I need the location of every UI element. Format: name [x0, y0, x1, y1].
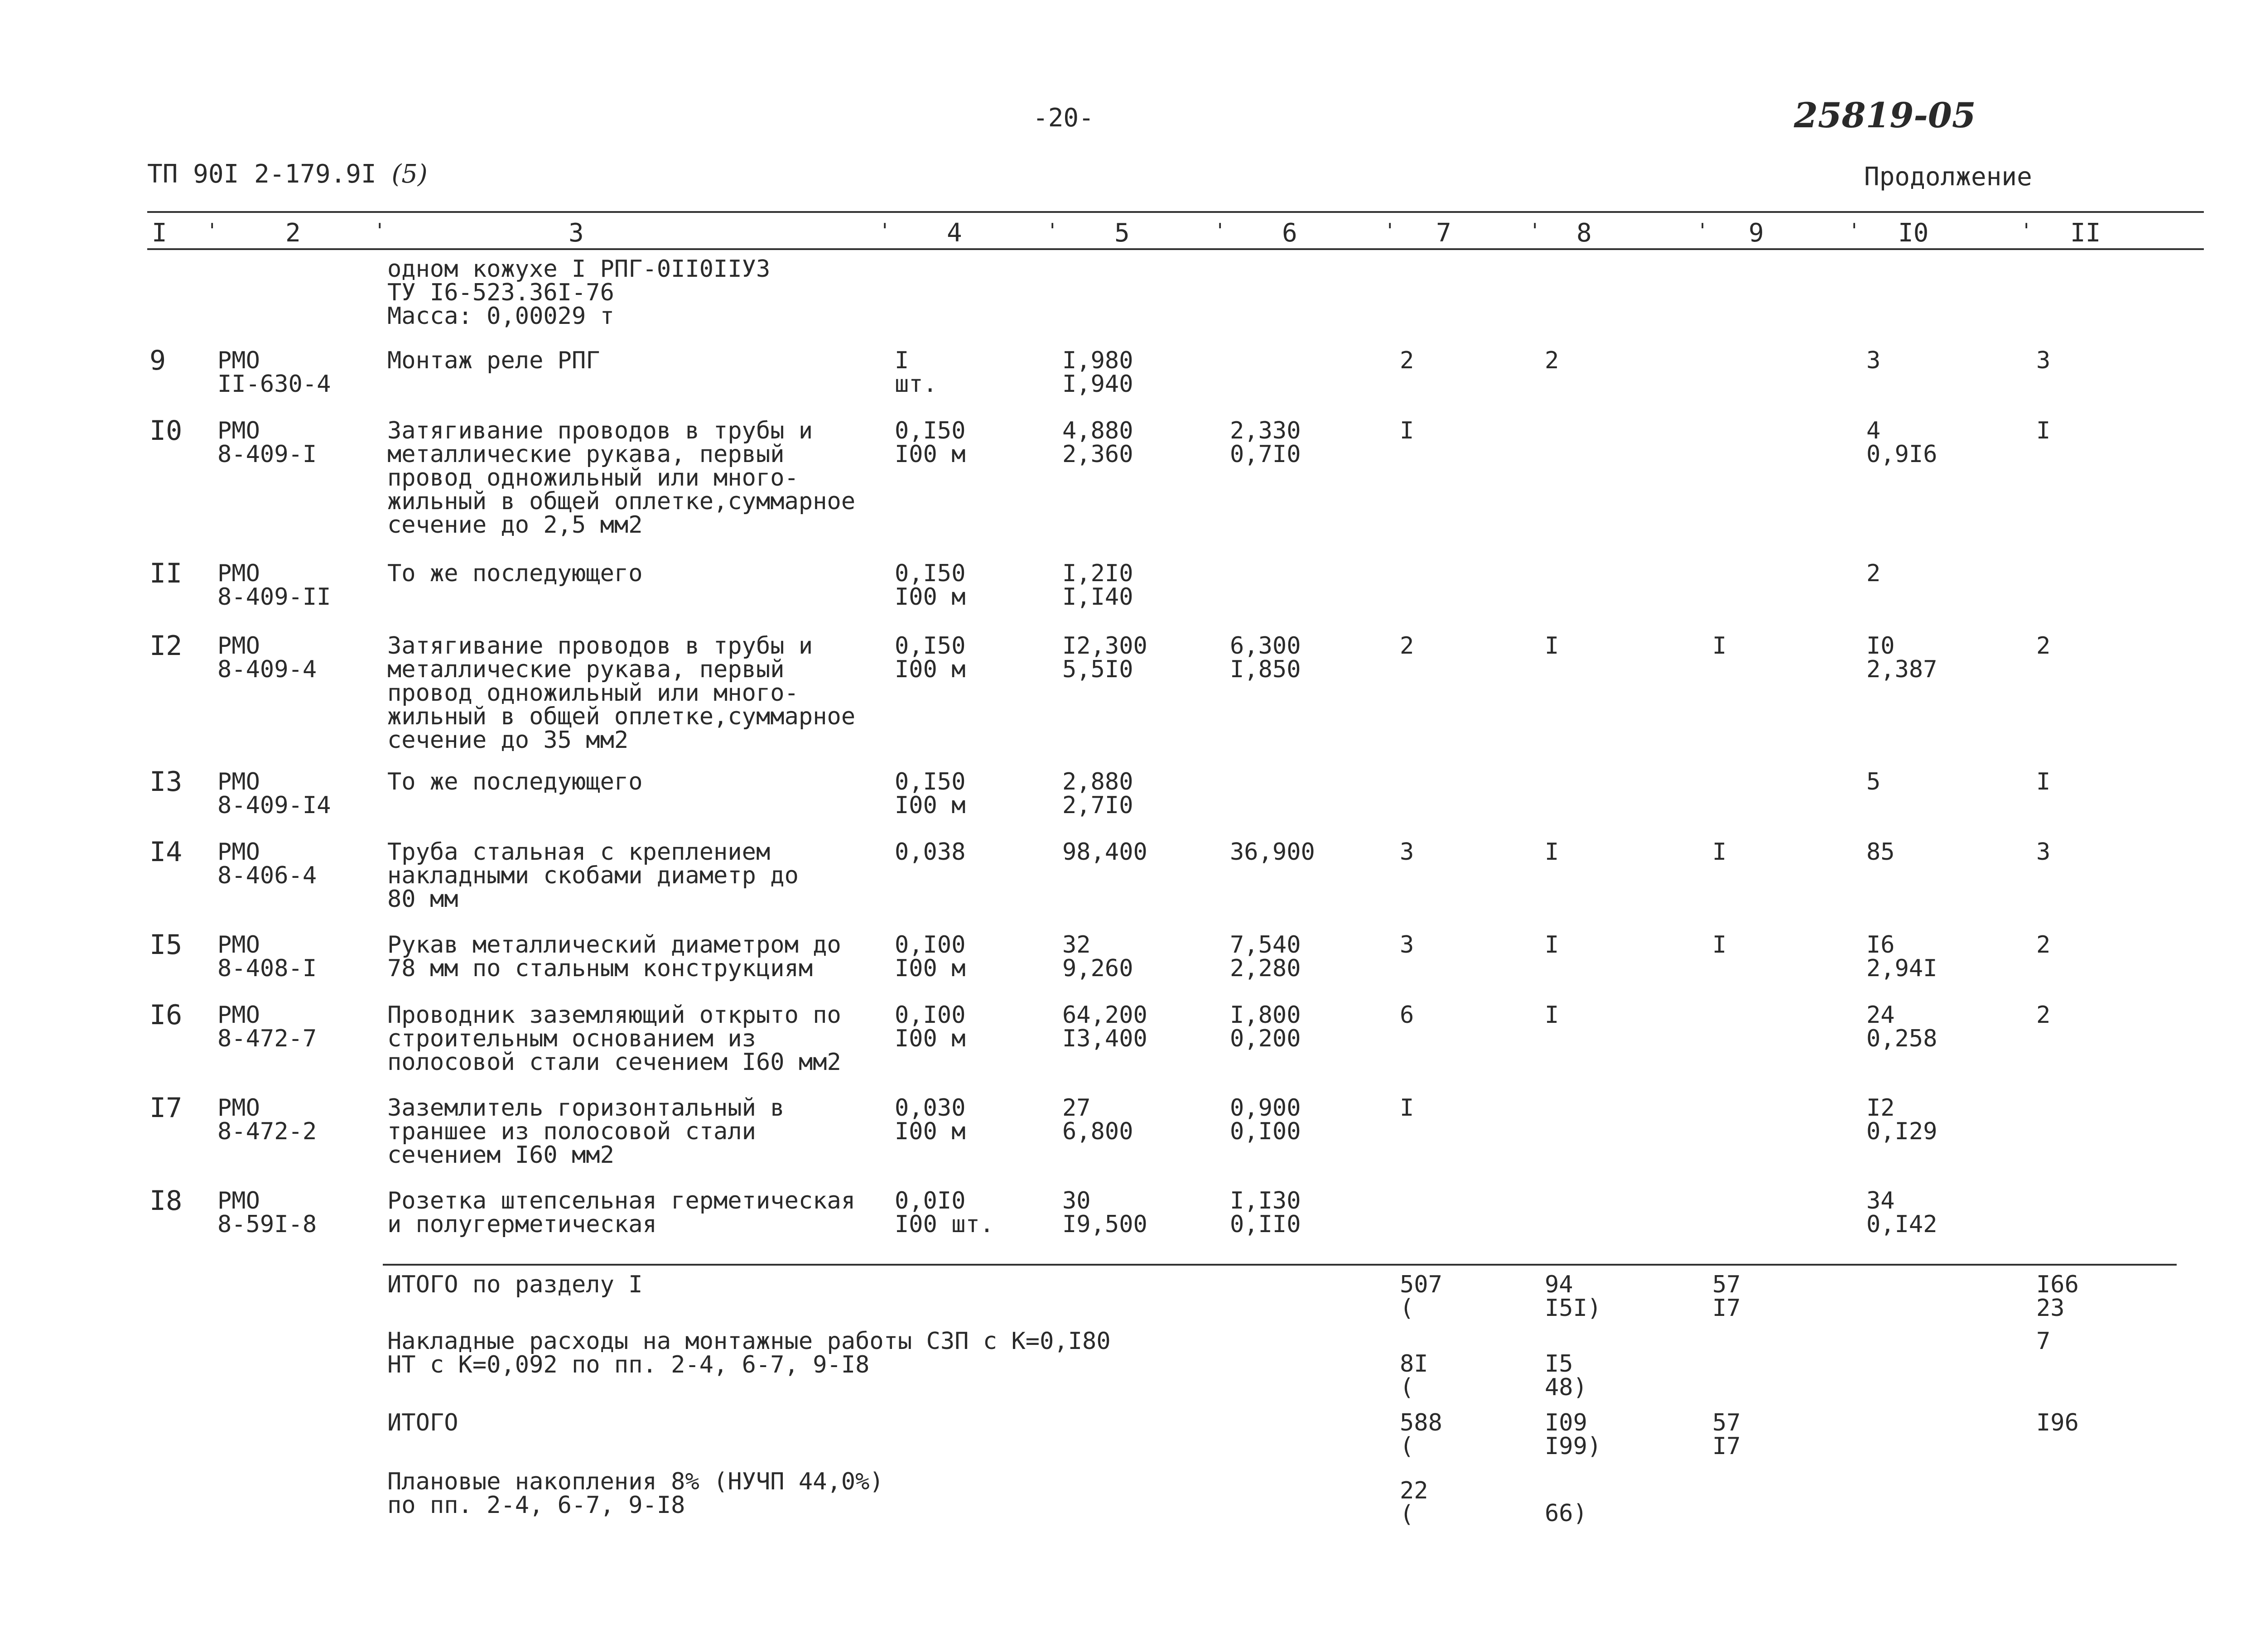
code-cell: РМО 8-59I-8	[217, 1187, 317, 1238]
column-separator-tick: '	[2020, 219, 2033, 242]
row-number: I7	[149, 1092, 183, 1124]
unit-cell: 0,I00 I00 м	[895, 1002, 966, 1052]
col8-cell: I	[1545, 931, 1559, 958]
col5-cell: 30 I9,500	[1062, 1187, 1147, 1238]
col7-cell: 3	[1400, 931, 1414, 958]
column-number-11: II	[2070, 218, 2101, 248]
col11-cell: 2	[2036, 632, 2051, 660]
col11-cell: I	[2036, 417, 2051, 444]
col6-cell: 2,330 0,7I0	[1230, 417, 1301, 468]
stamp-number: 25819-05	[1794, 95, 1976, 135]
header-top-rule	[147, 211, 2204, 213]
description-cell: Затягивание проводов в трубы и металлические рукава, первый провод одножильный или много- жильный в общей оплетке,суммарное сечение до 2,5 мм2	[387, 417, 856, 539]
col10-cell: 85	[1866, 838, 1895, 866]
code-cell: РМО 8-409-II	[217, 560, 331, 611]
col5-cell: I,980 I,940	[1062, 347, 1133, 398]
document-code-part: (5)	[391, 159, 428, 189]
description-cell: Затягивание проводов в трубы и металлические рукава, первый провод одножильный или много- жильный в общей оплетке,суммарное сечение до 35 мм2	[387, 632, 856, 754]
summary-label: Накладные расходы на монтажные работы СЗП с К=0,I80 НТ с К=0,092 по пп. 2-4, 6-7, 9-I8	[387, 1328, 1111, 1378]
col11-cell: 3	[2036, 347, 2051, 374]
code-cell: РМО II-630-4	[217, 347, 331, 398]
col6-cell: 7,540 2,280	[1230, 931, 1301, 982]
col6-cell: 36,900	[1230, 838, 1315, 866]
row-number: II	[149, 558, 183, 589]
header-bottom-rule	[147, 248, 2204, 250]
summary-label: Плановые накопления 8% (НУЧП 44,0%) по пп. 2-4, 6-7, 9-I8	[387, 1468, 884, 1519]
page-number: -20-	[1033, 103, 1094, 133]
col10-cell: 4 0,9I6	[1866, 417, 1937, 468]
col7-cell: 2	[1400, 347, 1414, 374]
row-number: I5	[149, 929, 183, 961]
code-cell: РМО 8-409-I4	[217, 768, 331, 819]
unit-cell: I шт.	[895, 347, 937, 398]
col10-cell: 34 0,I42	[1866, 1187, 1937, 1238]
code-cell: РМО 8-472-7	[217, 1002, 317, 1052]
row-number: I2	[149, 630, 183, 662]
summary-col9: 57 I7	[1712, 1409, 1741, 1460]
column-number-2: 2	[285, 218, 301, 248]
unit-cell: 0,030 I00 м	[895, 1094, 966, 1145]
col11-cell: I	[2036, 768, 2051, 795]
col10-cell: I6 2,94I	[1866, 931, 1937, 982]
col7-cell: I	[1400, 1094, 1414, 1122]
summary-col11: I96	[2036, 1409, 2079, 1436]
col6-cell: I,800 0,200	[1230, 1002, 1301, 1052]
continuation-label: Продолжение	[1864, 162, 2032, 192]
col5-cell: 27 6,800	[1062, 1094, 1133, 1145]
row-number: I3	[149, 766, 183, 798]
col5-cell: 32 9,260	[1062, 931, 1133, 982]
col11-cell: 2	[2036, 1002, 2051, 1029]
col10-cell: 24 0,258	[1866, 1002, 1937, 1052]
col5-cell: 98,400	[1062, 838, 1147, 866]
description-cell: То же последующего	[387, 560, 643, 587]
unit-cell: 0,I50 I00 м	[895, 632, 966, 683]
col5-cell: 64,200 I3,400	[1062, 1002, 1147, 1052]
column-number-6: 6	[1282, 218, 1297, 248]
col8-cell: I	[1545, 632, 1559, 660]
summary-col8: I5 48)	[1545, 1350, 1587, 1401]
column-separator-tick: '	[1696, 219, 1709, 242]
summary-col7: 507 (	[1400, 1271, 1442, 1322]
column-number-9: 9	[1749, 218, 1764, 248]
code-cell: РМО 8-409-4	[217, 632, 317, 683]
row-number: 9	[149, 345, 166, 376]
col10-cell: I0 2,387	[1866, 632, 1937, 683]
column-number-10: I0	[1898, 218, 1929, 248]
column-separator-tick: '	[1046, 219, 1059, 242]
col5-cell: 4,880 2,360	[1062, 417, 1133, 468]
summary-col8: 94 I5I)	[1545, 1271, 1602, 1322]
col10-cell: 5	[1866, 768, 1881, 795]
col7-cell: I	[1400, 417, 1414, 444]
col10-cell: 3	[1866, 347, 1881, 374]
summary-label: ИТОГО	[387, 1409, 458, 1436]
summary-label: ИТОГО по разделу I	[387, 1271, 643, 1298]
col5-cell: I,2I0 I,I40	[1062, 560, 1133, 611]
unit-cell: 0,I50 I00 м	[895, 560, 966, 611]
column-number-1: I	[152, 218, 167, 248]
summary-col9: 57 I7	[1712, 1271, 1741, 1322]
col5-cell: I2,300 5,5I0	[1062, 632, 1147, 683]
col7-cell: 3	[1400, 838, 1414, 866]
column-separator-tick: '	[206, 219, 218, 242]
code-cell: РМО 8-409-I	[217, 417, 317, 468]
column-separator-tick: '	[1384, 219, 1396, 242]
summary-top-rule	[383, 1264, 2177, 1266]
description-cell: Проводник заземляющий открыто по строительным основанием из полосовой стали сечением I60 мм2	[387, 1002, 841, 1076]
summary-col8: 66)	[1545, 1500, 1587, 1527]
column-separator-tick: '	[1214, 219, 1226, 242]
column-separator-tick: '	[879, 219, 891, 242]
column-number-8: 8	[1576, 218, 1592, 248]
col8-cell: I	[1545, 1002, 1559, 1029]
code-cell: РМО 8-408-I	[217, 931, 317, 982]
col5-cell: 2,880 2,7I0	[1062, 768, 1133, 819]
col9-cell: I	[1712, 838, 1727, 866]
column-number-4: 4	[947, 218, 962, 248]
code-cell: РМО 8-406-4	[217, 838, 317, 889]
unit-cell: 0,I50 I00 м	[895, 768, 966, 819]
col8-cell: 2	[1545, 347, 1559, 374]
column-number-7: 7	[1436, 218, 1451, 248]
column-number-5: 5	[1114, 218, 1130, 248]
description-cell: Розетка штепсельная герметическая и полугерметическая	[387, 1187, 856, 1238]
unit-cell: 0,0I0 I00 шт.	[895, 1187, 994, 1238]
carry-over-text: одном кожухе I РПГ-0II0IIУ3 ТУ I6-523.36I-76 Масса: 0,00029 т	[387, 255, 771, 330]
row-number: I8	[149, 1185, 183, 1217]
col7-cell: 6	[1400, 1002, 1414, 1029]
code-cell: РМО 8-472-2	[217, 1094, 317, 1145]
summary-col7: 22 (	[1400, 1477, 1428, 1528]
col7-cell: 2	[1400, 632, 1414, 660]
summary-col7: 8I (	[1400, 1350, 1428, 1401]
unit-cell: 0,038	[895, 838, 966, 866]
col9-cell: I	[1712, 931, 1727, 958]
summary-col11: 7	[2036, 1328, 2051, 1355]
col11-cell: 3	[2036, 838, 2051, 866]
summary-col8: I09 I99)	[1545, 1409, 1602, 1460]
column-separator-tick: '	[374, 219, 386, 242]
description-cell: Труба стальная с креплением накладными скобами диаметр до 80 мм	[387, 838, 799, 913]
description-cell: Рукав металлический диаметром до 78 мм по стальным конструкциям	[387, 931, 841, 982]
document-code	[147, 159, 428, 189]
col10-cell: 2	[1866, 560, 1881, 587]
description-cell: Заземлитель горизонтальный в траншее из полосовой стали сечением I60 мм2	[387, 1094, 785, 1169]
summary-col11: I66 23	[2036, 1271, 2079, 1322]
row-number: I0	[149, 415, 183, 447]
col8-cell: I	[1545, 838, 1559, 866]
col6-cell: 0,900 0,I00	[1230, 1094, 1301, 1145]
description-cell: Монтаж реле РПГ	[387, 347, 600, 374]
col9-cell: I	[1712, 632, 1727, 660]
summary-col7: 588 (	[1400, 1409, 1442, 1460]
col6-cell: 6,300 I,850	[1230, 632, 1301, 683]
document-code-main: ТП 90I 2-179.9I	[147, 159, 376, 189]
column-separator-tick: '	[1529, 219, 1541, 242]
row-number: I6	[149, 999, 183, 1031]
column-separator-tick: '	[1848, 219, 1860, 242]
col10-cell: I2 0,I29	[1866, 1094, 1937, 1145]
row-number: I4	[149, 836, 183, 868]
unit-cell: 0,I50 I00 м	[895, 417, 966, 468]
col11-cell: 2	[2036, 931, 2051, 958]
unit-cell: 0,I00 I00 м	[895, 931, 966, 982]
description-cell: То же последующего	[387, 768, 643, 795]
col6-cell: I,I30 0,II0	[1230, 1187, 1301, 1238]
column-number-3: 3	[569, 218, 584, 248]
